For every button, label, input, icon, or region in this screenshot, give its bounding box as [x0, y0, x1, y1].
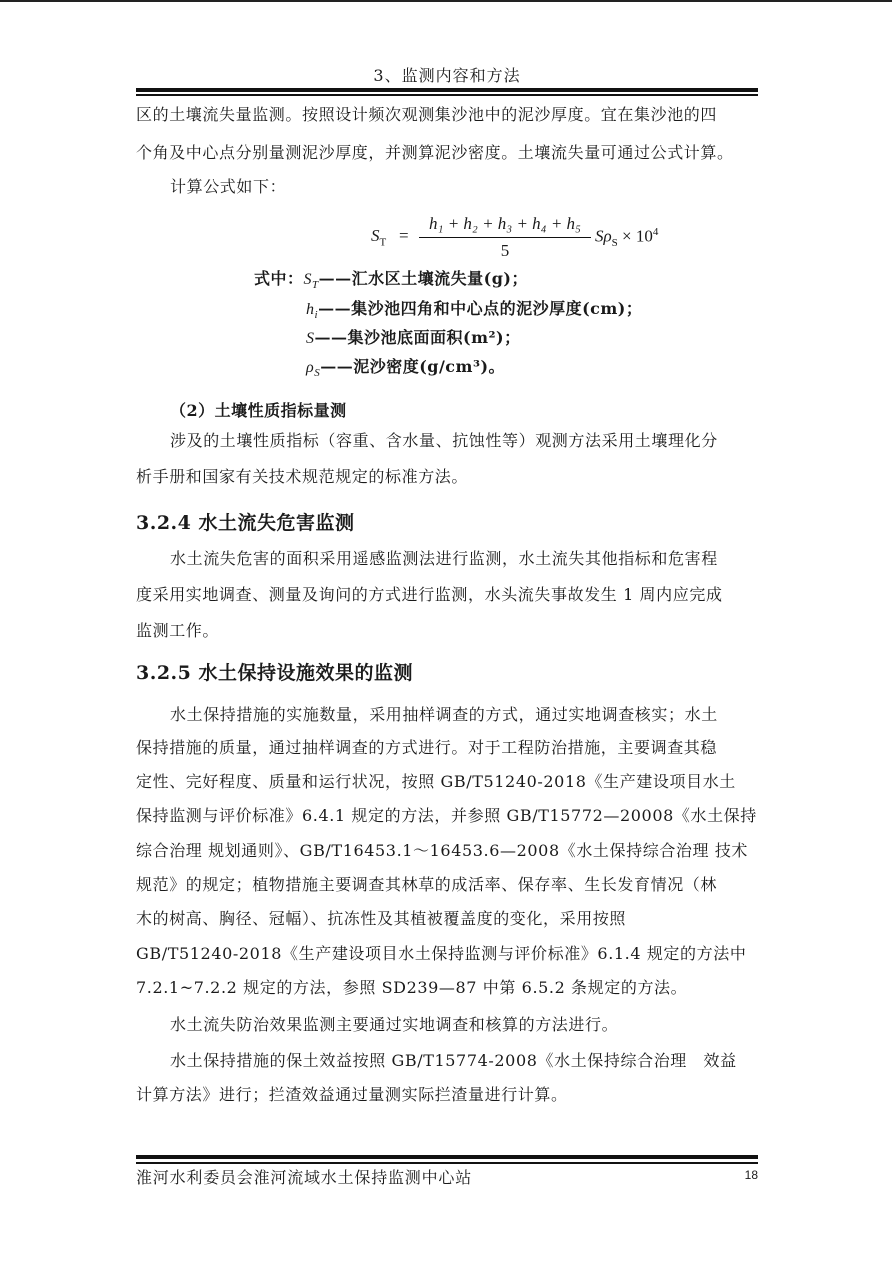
section-heading: 3.2.4 水土流失危害监测: [136, 512, 355, 534]
formula-denominator: 5: [500, 241, 510, 260]
footer-organization: 淮河水利委员会淮河流域水土保持监测中心站: [136, 1168, 473, 1187]
formula-equals: =: [399, 226, 409, 245]
where-line: $h_i——$集沙池四角和中心点的泥沙厚度(cm)；: [306, 299, 643, 322]
formula-numerator: h₁ + h₂ + h₃ + h₄ + h₅: [429, 214, 581, 233]
body-line: 水土保持措施的保土效益按照 GB/T15774-2008《水土保持综合治理 效益: [170, 1051, 737, 1070]
body-line: 木的树高、胸径、冠幅）、抗冻性及其植被覆盖度的变化，采用按照: [136, 909, 627, 928]
running-header: 3、监测内容和方法: [373, 66, 521, 85]
section-heading: 3.2.5 水土保持设施效果的监测: [136, 662, 414, 684]
where-line: S——集沙池底面面积(m²)；: [306, 328, 521, 347]
body-line: 个角及中心点分别量测泥沙厚度，并测算泥沙密度。土壤流失量可通过公式计算。: [136, 143, 734, 162]
body-line: 定性、完好程度、质量和运行状况，按照 GB/T51240-2018《生产建设项目水土: [136, 772, 736, 791]
header-rule: [136, 88, 758, 92]
body-line: 区的土壤流失量监测。按照设计频次观测集沙池中的泥沙厚度。宜在集沙池的四: [136, 105, 718, 124]
body-line: 规范》的规定；植物措施主要调查其林草的成活率、保存率、生长发育情况（林: [136, 875, 718, 894]
body-line: 水土流失危害的面积采用遥感监测法进行监测，水土流失其他指标和危害程: [170, 549, 718, 568]
body-line: 监测工作。: [136, 621, 220, 640]
sub-heading: （2）土壤性质指标量测: [170, 401, 347, 420]
body-line: 综合治理 规划通则》、GB/T16453.1～16453.6—2008《水土保持综合治理 技术: [136, 841, 749, 860]
fraction-bar: [419, 237, 591, 238]
footer-rule: [136, 1155, 758, 1159]
top-edge-rule: [0, 0, 892, 2]
header-rule-thin: [136, 94, 758, 96]
body-line: 7.2.1~7.2.2 规定的方法，参照 SD239—87 中第 6.5.2 条规定的方法。: [136, 978, 688, 997]
where-line: 式中：$S_T——$汇水区土壤流失量(g)；: [254, 269, 528, 292]
body-line: 析手册和国家有关技术规范规定的标准方法。: [136, 467, 469, 486]
body-line: 水土流失防治效果监测主要通过实地调查和核算的方法进行。: [170, 1015, 619, 1034]
page-number: 18: [744, 1168, 758, 1182]
body-line: 涉及的土壤性质指标（容重、含水量、抗蚀性等）观测方法采用土壤理化分: [170, 431, 718, 450]
footer-rule-thin: [136, 1162, 758, 1164]
body-line: 计算公式如下：: [170, 177, 287, 196]
soil-loss-formula: [371, 214, 691, 266]
where-line: $\rho_S——$泥沙密度(g/cm³)。: [306, 357, 506, 380]
body-line: 保持措施的质量，通过抽样调查的方式进行。对于工程防治措施，主要调查其稳: [136, 738, 718, 757]
body-line: GB/T51240-2018《生产建设项目水土保持监测与评价标准》6.1.4 规定的方法中: [136, 944, 747, 963]
body-line: 水土保持措施的实施数量，采用抽样调查的方式，通过实地调查核实；水土: [170, 705, 718, 724]
body-line: 保持监测与评价标准》6.4.1 规定的方法，并参照 GB/T15772—20008《水土保持: [136, 806, 757, 825]
body-line: 计算方法》进行；拦渣效益通过量测实际拦渣量进行计算。: [136, 1085, 568, 1104]
body-line: 度采用实地调查、测量及询问的方式进行监测，水头流失事故发生 1 周内应完成: [136, 585, 723, 604]
formula-lhs: $S_T$: [371, 226, 387, 249]
formula-tail: $S\rho_S \times 10^4$: [595, 226, 659, 250]
